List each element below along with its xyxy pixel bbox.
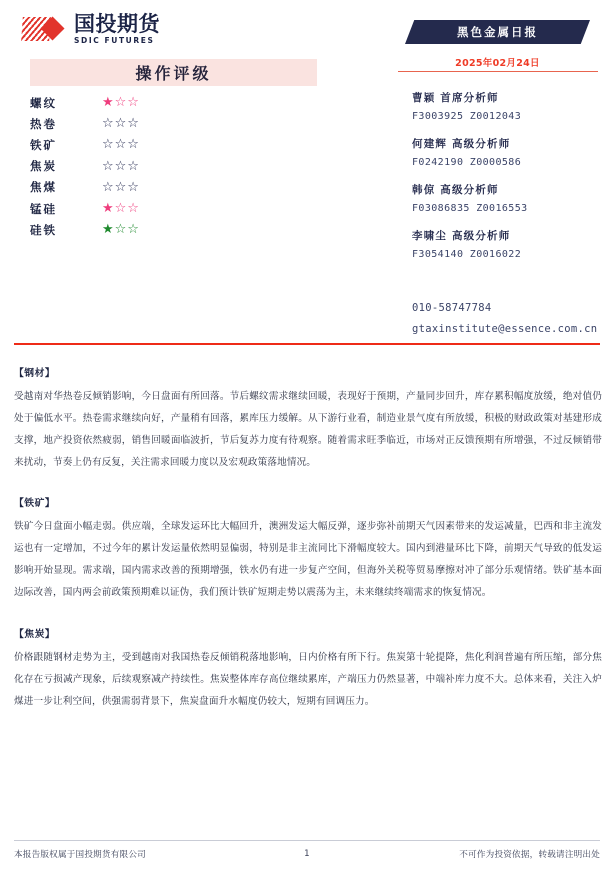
analyst-name: 李啸尘 高级分析师 <box>412 230 511 242</box>
analyst-name: 曹颖 首席分析师 <box>412 92 499 104</box>
rating-product-name: 焦炭 <box>30 159 57 174</box>
report-section-title: 【铁矿】 <box>14 498 56 510</box>
report-body <box>14 365 602 734</box>
rating-row <box>30 198 320 219</box>
rating-row <box>30 92 320 113</box>
report-section-title: 【钢材】 <box>14 368 56 379</box>
rating-row <box>30 113 320 134</box>
report-title-banner <box>405 20 590 44</box>
logo-chinese-name: 国投期货 <box>74 12 160 36</box>
footer-page-number: 1 <box>304 849 310 859</box>
rating-row <box>30 134 320 155</box>
logo-wordmark <box>74 14 160 45</box>
header-divider <box>14 343 600 345</box>
report-section <box>14 626 602 713</box>
analyst-license-number: F3054140 Z0016022 <box>412 249 522 260</box>
rating-product-name: 热卷 <box>30 116 57 131</box>
operation-rating-title: 操作评级 <box>135 64 212 83</box>
analyst-license-number: F03086835 Z0016553 <box>412 203 528 214</box>
date-divider <box>398 71 598 72</box>
report-title: 黑色金属日报 <box>457 25 538 39</box>
footer-copyright: 本报告版权属于国投期货有限公司 <box>14 850 146 860</box>
report-section-body: 受越南对华热卷反倾销影响，今日盘面有所回落。节后螺纹需求继续回暖，表现好于预期，产量同步回升，库存累积幅度放缓，绝对值仍处于偏低水平。热卷需求继续向好，产量稍有回落，累库压力缓解。从下游行业看，制造业景气度有所放缓，积极的财政政策对基建形成支撑，地产投资依然疲弱，销售回暖面临波折，节后复苏力度有待观察。随着需求旺季临近，市场对正反馈预期有所增强，不过反倾销带来扰动，节奏上仍有反复，关注需求回暖力度以及宏观政策落地情况。 <box>14 391 602 468</box>
report-section-title: 【焦炭】 <box>14 628 56 640</box>
report-date: 2025年02月24日 <box>455 58 540 69</box>
analyst-name: 韩倞 高级分析师 <box>412 184 499 196</box>
report-section-body: 铁矿今日盘面小幅走弱。供应端，全球发运环比大幅回升，澳洲发运大幅反弹，逐步弥补前期天气因素带来的发运减量，巴西和非主流发运也有一定增加，不过今年的累计发运量依然明显偏弱，特别是非主流同比下滑幅度较大。国内到港量环比下降，前期天气导致的低发运影响开始显现。需求端，国内需求改善的预期增强，铁水仍有进一步复产空间，但海外关税等贸易摩擦对冲了部分乐观情绪。铁矿基本面边际改善，国内两会前政策预期难以证伪，我们预计铁矿短期走势以震荡为主，未来继续终端需求的恢复情况。 <box>14 521 602 599</box>
analyst-list <box>412 90 612 260</box>
rating-row <box>30 219 320 240</box>
footer-divider <box>14 840 600 841</box>
logo-english-name: SDIC FUTURES <box>74 36 155 45</box>
rating-stars-icon: ★☆☆ <box>102 222 140 238</box>
analyst-license-number: F3003925 Z0012043 <box>412 111 522 122</box>
contact-block <box>412 302 612 344</box>
rating-stars-icon: ★☆☆ <box>102 201 140 217</box>
company-logo <box>22 14 160 45</box>
rating-row <box>30 156 320 177</box>
contact-email: gtaxinstitute@essence.com.cn <box>412 323 598 335</box>
rating-product-name: 焦煤 <box>30 180 57 195</box>
rating-row <box>30 177 320 198</box>
rating-stars-icon: ☆☆☆ <box>102 137 140 153</box>
footer-disclaimer: 不可作为投资依据，转载请注明出处 <box>459 850 600 860</box>
rating-product-name: 硅铁 <box>30 222 57 237</box>
rating-product-name: 锰硅 <box>30 201 57 216</box>
report-section-body: 价格跟随钢材走势为主，受到越南对我国热卷反倾销税落地影响，日内价格有所下行。焦炭第十轮提降，焦化利润普遍有所压缩，部分焦化存在亏损减产现象，后续观察减产持续性。焦炭整体库存高位继续累库，产端压力仍然显著，中端补库力度不大。总体来看，关注入炉煤进一步让利空间，供强需弱背景下，焦炭盘面升水幅度仍较大，短期有回调压力。 <box>14 651 602 707</box>
rating-stars-icon: ☆☆☆ <box>102 179 140 195</box>
operation-rating-list <box>30 92 320 240</box>
rating-stars-icon: ☆☆☆ <box>102 158 140 174</box>
sdic-logo-mark-icon <box>22 15 68 43</box>
report-section <box>14 495 602 603</box>
rating-stars-icon: ★☆☆ <box>102 95 140 111</box>
rating-product-name: 铁矿 <box>30 137 57 152</box>
rating-product-name: 螺纹 <box>30 95 57 110</box>
contact-phone: 010-58747784 <box>412 302 492 314</box>
analyst-name: 何建辉 高级分析师 <box>412 138 511 150</box>
page-footer <box>14 848 600 860</box>
rating-stars-icon: ☆☆☆ <box>102 116 140 132</box>
operation-rating-header <box>30 59 317 86</box>
analyst-license-number: F0242190 Z0000586 <box>412 157 522 168</box>
report-section <box>14 365 602 473</box>
